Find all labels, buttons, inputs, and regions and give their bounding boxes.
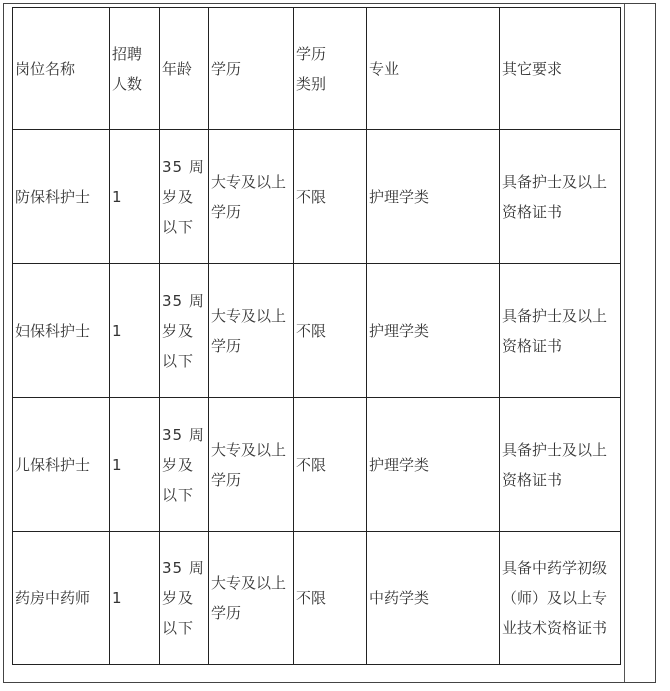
- table-row: [13, 264, 621, 398]
- cell-age: 35 周岁及以下: [160, 532, 209, 665]
- cell-position: 药房中药师: [13, 532, 110, 665]
- right-margin-strip: [624, 4, 655, 682]
- table-row: [13, 532, 621, 665]
- header-cell-education-type: 学历类别: [294, 8, 367, 130]
- cell-major: 中药学类: [367, 532, 500, 665]
- cell-education: 大专及以上学历: [209, 130, 294, 264]
- cell-other-requirements: 具备护士及以上资格证书: [500, 130, 621, 264]
- cell-education-type: 不限: [294, 398, 367, 532]
- cell-age: 35 周岁及以下: [160, 130, 209, 264]
- cell-education: 大专及以上学历: [209, 398, 294, 532]
- table-header-row: [13, 8, 621, 130]
- header-cell-major: 专业: [367, 8, 500, 130]
- cell-position: 儿保科护士: [13, 398, 110, 532]
- cell-education-type: 不限: [294, 532, 367, 665]
- cell-count: 1: [110, 130, 160, 264]
- cell-age: 35 周岁及以下: [160, 398, 209, 532]
- recruitment-table: [12, 7, 621, 665]
- cell-major: 护理学类: [367, 130, 500, 264]
- table-row: [13, 398, 621, 532]
- cell-major: 护理学类: [367, 398, 500, 532]
- cell-position: 防保科护士: [13, 130, 110, 264]
- cell-count: 1: [110, 532, 160, 665]
- header-cell-age: 年龄: [160, 8, 209, 130]
- cell-age: 35 周岁及以下: [160, 264, 209, 398]
- cell-major: 护理学类: [367, 264, 500, 398]
- header-cell-education: 学历: [209, 8, 294, 130]
- cell-education: 大专及以上学历: [209, 264, 294, 398]
- header-cell-count: 招聘人数: [110, 8, 160, 130]
- header-cell-position: 岗位名称: [13, 8, 110, 130]
- cell-education: 大专及以上学历: [209, 532, 294, 665]
- table-row: [13, 130, 621, 264]
- cell-count: 1: [110, 398, 160, 532]
- header-cell-other-requirements: 其它要求: [500, 8, 621, 130]
- cell-education-type: 不限: [294, 264, 367, 398]
- cell-count: 1: [110, 264, 160, 398]
- cell-other-requirements: 具备护士及以上资格证书: [500, 264, 621, 398]
- cell-other-requirements: 具备中药学初级（师）及以上专业技术资格证书: [500, 532, 621, 665]
- cell-other-requirements: 具备护士及以上资格证书: [500, 398, 621, 532]
- cell-education-type: 不限: [294, 130, 367, 264]
- cell-position: 妇保科护士: [13, 264, 110, 398]
